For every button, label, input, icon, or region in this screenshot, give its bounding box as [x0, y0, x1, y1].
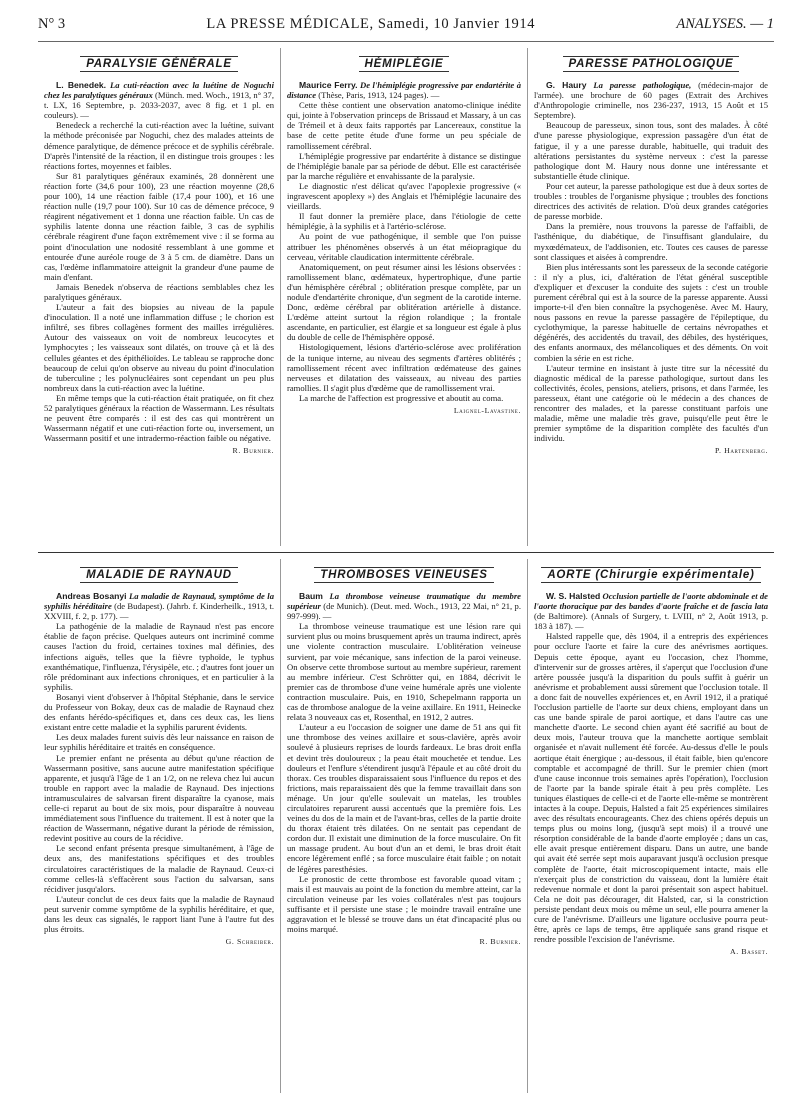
- signature: P. Hartenberg.: [714, 446, 768, 456]
- paragraph: En même temps que la cuti-réaction était pratiquée, on fit chez 52 paralytiques généraux la réaction de Wassermann. Les résultats ne peuvent être comparés : il est des cas qui montrèrent un Wassermann négatif et une cuti-réaction forte ou, inversement, un Wassermann positif et une intradermo-réaction faible ou négative.: [44, 392, 274, 444]
- paragraph: L'auteur termine en insistant à juste titre sur la nécessité du diagnostic médical de la paresse pathologique, surtout dans les collectivités, écoles, pensions, ateliers, prisons, et dans l'armée, les paresseux, étant une catégorie où le médecin a des chances de rencontrer des malades, et la paresse constituant parfois une maladie, même une maladie très grave, puisqu'elle peut être le premier symptôme de la disparition complète des facultés d'un individu.: [534, 362, 768, 444]
- article-lead: W. S. Halsted Occlusion partielle de l'aorte abdominale et de l'aorte thoracique par des bandes d'aorte fraîche et de fascia lata (de Baltimore). (Annals of Surgery, t. LVIII, n° 2, Août 1913, p. 183 à 187). —: [534, 591, 768, 632]
- signature: R. Burnier.: [232, 446, 274, 456]
- article-lead: Andreas Bosanyi La maladie de Raynaud, symptôme de la syphilis héréditaire (de Budapest). (Jahrb. f. Kinderheilk., 1913, t. XXVIII, f. 2, p. 177). —: [44, 591, 274, 622]
- paragraph: Le second enfant présenta presque simultanément, à l'âge de deux ans, des manifestations spécifiques et des troubles circulatoires caractéristiques de la maladie de Raynaud. Ceux-ci comme celles-là s'effacèrent sous l'action du salvarsan, sans récidiver jusqu'alors.: [44, 843, 274, 894]
- article-paralysie: [38, 48, 280, 546]
- article-lead: G. Haury La paresse pathologique, (médecin-major de l'armée). une brochure de 60 pages (Extrait des Archives d'Anthropologie criminelle, nos 236-237, 1913, 15 Août et 15 Septembre).: [534, 80, 768, 121]
- paragraph: L'auteur a fait des biopsies au niveau de la papule d'inoculation. Il a noté une inflammation diffuse ; le chorion est infiltré, ses fibres collagènes forment des mailles irrégulières. Autour des vaisseaux on voit de nombreux leucocytes et lymphocytes ; les vaisseaux sont dilatés, on trouve çà et là des cellules géantes et des épithélioïdes. Le tableau se rapproche donc beaucoup de celui qu'on observe au niveau du point d'inoculation de tuberculine ; les polynucléaires sont cependant un peu plus nombreux dans la cuti-réaction avec la luétine.: [44, 302, 274, 393]
- article-aorte: [528, 559, 774, 1093]
- article-thromboses: [281, 559, 527, 1093]
- signature: A. Basset.: [730, 947, 768, 957]
- signature: G. Schreiber.: [225, 937, 274, 947]
- paragraph: Au point de vue pathogénique, il semble que l'on puisse attribuer les phénomènes observés à un état méiopragique du cerveau, véritable claudication intermittente cérébrale.: [287, 231, 521, 262]
- paragraph: Pour cet auteur, la paresse pathologique est due à deux sortes de troubles : troubles de l'organisme physique ; troubles des fonctions directrices des activités de relation. D'où deux grandes catégories de paresse morbide.: [534, 180, 768, 222]
- paragraph: L'hémiplégie progressive par endartérite à distance se distingue de l'hémiplégie banale par sa période de début. Elle est caractérisée par la marche régulière et envahissante de la paralysie.: [287, 150, 521, 181]
- article-paresse: [528, 48, 774, 546]
- paragraph: La pathogénie de la maladie de Raynaud n'est pas encore établie de façon précise. Quelques auteurs ont incriminé comme causes l'action du froid, certaines toxines mal définies, des infections aiguës, telles que la fièvre typhoïde, le typhus exanthématique, l'influenza, l'érysipèle, etc. ; d'autres font jouer un rôle prédominant aux infections chroniques, et en particulier à la syphilis.: [44, 621, 274, 692]
- signature: R. Burnier.: [479, 937, 521, 947]
- paragraph: Benedeck a recherché la cuti-réaction avec la luétine, suivant la méthode préconisée par Noguchi, chez des malades atteints de démence paralytique, de démence précoce et de syphilis cérébrale. D'après l'intensité de la réaction, il en distingue trois groupes : les réactions fortes, moyennes et faibles.: [44, 120, 274, 171]
- paragraph: Histologiquement, lésions d'artério-sclérose avec prolifération de la tunique interne, au niveau des segments d'artères oblitérés ; ramollissement récent avec infiltration œdémateuse des gaines nerveuses et dilatation des vaisseaux, au niveau des parties ramollies. Il s'agit plus d'œdème que de ramollissement vrai.: [287, 342, 521, 393]
- article-hemiplegie: [281, 48, 527, 546]
- section-label: ANALYSES. — 1: [676, 16, 774, 32]
- paragraph: Jamais Benedek n'observa de réactions semblables chez les paralytiques généraux.: [44, 281, 274, 302]
- paragraph: Les deux malades furent suivis dès leur naissance en raison de leur syphilis héréditaire et traités en conséquence.: [44, 732, 274, 753]
- article-lead: Baum La thrombose veineuse traumatique du membre supérieur (de Munich). (Deut. med. Woch., 1913, 22 Mai, n° 21, p. 997-999). —: [287, 591, 521, 622]
- journal-title: LA PRESSE MÉDICALE, Samedi, 10 Janvier 1914: [206, 16, 536, 32]
- page-header: [38, 16, 774, 42]
- rubric: PARALYSIE GÉNÉRALE: [44, 52, 274, 72]
- paragraph: La marche de l'affection est progressive et aboutit au coma.: [299, 392, 504, 403]
- rubric: AORTE (Chirurgie expérimentale): [534, 563, 768, 583]
- paragraph: Le diagnostic n'est délicat qu'avec l'apoplexie progressive (« ingravescent apoplexy ») des Anglais et l'hémiplégie lacunaire des vieillards.: [287, 180, 521, 212]
- paragraph: Cette thèse contient une observation anatomo-clinique inédite qui, jointe à l'observation princeps de Brissaud et Massary, à un cas de Trémeil et à deux faits rapportés par Lancereaux, constitue la base de cette petite étude d'une forme un peu spéciale de ramollissement cérébral.: [287, 100, 521, 151]
- rubric: PARESSE PATHOLOGIQUE: [534, 52, 768, 72]
- paragraph: Beaucoup de paresseux, sinon tous, sont des malades. À côté d'une paresse physiologique, expression passagère d'un état de fatigue, il y a une paresse durable, habituelle, qui traduit des altérations persistantes du système nerveux : c'est la paresse pathologique dont M. Haury nous donne une intéressante et substantielle étude clinique.: [534, 120, 768, 181]
- article-lead: L. Benedek. La cuti-réaction avec la luétine de Noguchi chez les paralytiques généraux (Münch. med. Woch., 1913, n° 37, t. LX, 16 Septembre, p. 2033-2037, avec 8 fig. et 1 pl. en couleurs). —: [44, 80, 274, 121]
- paragraph: Anatomiquement, on peut résumer ainsi les lésions observées : ramollissement blanc, œdémateux, hypertrophique, d'une partie d'un hémisphère cérébral ; oblitération presque complète, par un nodule d'endartérite chronique, d'un segment de la carotide interne. Donc, œdème cérébral par oblitération artérielle à distance. L'œdème atteint surtout la région rolandique ; la frontale ascendante, en particulier, est élargie et sa longueur est égale à plus du double de celle de l'hémisphère opposé.: [287, 261, 521, 343]
- paragraph: Sur 81 paralytiques généraux examinés, 28 donnèrent une réaction forte (34,6 pour 100), 23 une réaction moyenne (28,6 pour 100), 14 une réaction faible (17,4 pour 100), et 16 une réaction nulle (19,7 pour 100). Sur 10 cas de démence précoce, 9 réagirent négativement et 1 donna une réaction faible. Un cas de syphilis latente donna une réaction faible, 3 cas de syphilis cérébrale réagirent d'une façon extrêmement vive : il se forma au point d'inoculation une nodosité ressemblant à une gomme et entourée d'une auréole rouge de 3 à 5 cm. de diamètre. Dans un cas, l'œdème inflammatoire atteignit la grandeur d'une paume de main d'enfant.: [44, 170, 274, 282]
- paragraph: Dans la première, nous trouvons la paresse de l'affaibli, de l'asthénique, du diabétique, de l'insuffisant glandulaire, du myxœdémateux, de l'addisonien, etc. Toutes ces causes de paresse sont classiques et aisées à comprendre.: [534, 221, 768, 262]
- paragraph: L'auteur a eu l'occasion de soigner une dame de 51 ans qui fit une thrombose des veines axillaire et sous-clavière, après avoir soulevé à plusieurs reprises de lourds fardeaux. Le bras droit enfla et devint très douloureux ; la peau était mouchetée et tendue. Les douleurs et l'enflure s'étendirent jusqu'à l'épaule et au côté droit du thorax. Ces troubles disparaissaient sous l'influence du repos et des frictions, mais reparaissaient dès que la femme travaillait dans son ménage. Un jour qu'elle soulevait un matelas, les troubles circulatoires reparurent aussi accentués que la première fois. Les veines du dos de la main et de l'avant-bras, celles de la partie droite du thorax étaient très dilatées. On ne sentait pas cependant de cordon dur. Il existait une diminution de la force musculaire. On fit un massage prudent. Au bout d'un an et demi, le bras droit était encore légèrement enflé ; sa force musculaire était faible ; on notait de légères paresthésies.: [287, 722, 521, 874]
- paragraph: Le pronostic de cette thrombose est favorable quoad vitam ; mais il est mauvais au point de la fonction du membre atteint, car la circulation veineuse par les voies collatérales n'est pas toujours suffisante et il persiste une stase ; le moindre travail entraîne une aggravation et le blessé se trouve dans un état d'incapacité plus ou moins marqué.: [287, 873, 521, 935]
- paragraph: Halsted rappelle que, dès 1904, il a entrepris des expériences pour occlure l'aorte et faire la cure des anévrismes aortiques. Depuis cette époque, ayant eu l'occasion, chez l'homme, d'intervenir sur de grosses artères, il s'aperçut que l'occlusion d'une artère poussée jusqu'à la disparition du pouls suffit à guérir un anévrisme et probablement aussi sûrement que l'occlusion totale. Il a donc fait de nouvelles expériences et, en Avril 1912, il a pratiqué l'occlusion partielle de l'aorte sur deux chiens, employant dans un cas une bande spirale de paroi aortique, et dans l'autre cas une manchette d'aorte. Le second chien ayant été sacrifié au bout de deux mois, l'auteur trouva que la manchette aortique semblait organisée et n'avait nullement été forcée. Au-dessus d'elle le pouls aortique était énergique ; au-dessous, il était faible, bien qu'encore comptable et accompagné de thrill. Sur le premier chien (mort d'une cause inconnue trois semaines après l'opération), l'occlusion de l'aorte par la bande spirale était à peu près complète. Les tuniques élastiques de celle-ci et de l'aorte elle-même se montrèrent intactes à la coupe. Depuis, Halsted a fait 25 expériences similaires avec des résultats encourageants. Chez des chiens opérés depuis un temps plus ou moins long, (jusqu'à sept mois) il a trouvé une résorption considérable de la bande d'aorte employée ; dans un cas, elle avait presque entièrement disparu. Dans un autre, une bande qui avait été serrée sept mois auparavant jusqu'à occlusion presque complète de l'aorte, était microscopiquement intacte, mais elle n'exerçait plus de constriction du vaisseau, dont la lumière était redevenue normale et dont la paroi présentait son aspect habituel. Cela ne doit pas décourager, dit Halsted, car, si la constriction persiste pendant deux mois ou même un seul, elle pourra amener la cure de l'anévrisme. D'ailleurs une ligature occlusive pourra peut-être, après ce laps de temps, être appliquée sans grand risque et rendre possible l'excision de l'anévrisme.: [534, 631, 768, 945]
- paragraph: La thrombose veineuse traumatique est une lésion rare qui survient plus ou moins brusquement après un trauma indirect, après une violente contraction musculaire. L'oblitération veineuse survient, par voie mécanique, sans infection de la paroi veineuse. On observe cette thrombose surtout au membre supérieur, rarement au membre inférieur. C'est Schrötter qui, en 1884, décrivit le premier cas de thrombose d'une veine humérale après une violente contraction musculaire. Puis, en 1910, Schepelmann rapporta un cas de thrombose analogue de la veine axillaire. En 1911, Heinecke relata 3 nouveaux cas et, Rosenthal, en 1912, 2 autres.: [287, 621, 521, 723]
- signature: Laignel-Lavastine.: [453, 406, 521, 415]
- paragraph: Il faut donner la première place, dans l'étiologie de cette hémiplégie, à la syphilis et à l'artério-sclérose.: [287, 211, 521, 232]
- rubric: MALADIE DE RAYNAUD: [44, 563, 274, 583]
- paragraph: L'auteur conclut de ces deux faits que la maladie de Raynaud peut survenir comme symptôme de la syphilis héréditaire, et que, dans les deux cas signalés, le rapport liant l'une à l'autre fut des plus étroits.: [44, 893, 274, 935]
- article-lead: Maurice Ferry. De l'hémiplégie progressive par endartérite à distance (Thèse, Paris, 1913, 124 pages). —: [287, 80, 521, 101]
- top-row: [38, 48, 774, 546]
- page-number: N° 3: [38, 16, 66, 32]
- rubric: HÉMIPLÉGIE: [287, 52, 521, 72]
- paragraph: Bosanyi vient d'observer à l'hôpital Stéphanie, dans le service du Professeur von Bokay, deux cas de maladie de Raynaud chez des enfants hérédo-spécifiques et, dans ces deux cas, les liens existant entre cette maladie et la syphilis parurent évidents.: [44, 691, 274, 733]
- rubric: THROMBOSES VEINEUSES: [287, 563, 521, 583]
- bottom-row: [38, 552, 774, 1093]
- paragraph: Bien plus intéressants sont les paresseux de la seconde catégorie : il n'y a plus, ici, d'altération de l'état général susceptible d'expliquer et d'excuser la conduite des sujets : c'est un trouble purement cérébral qui est à la source de la paresse apparente. Aussi importe-t-il d'en bien connaître la psychogenèse. Avec M. Haury, nous passons en revue la paresse passagère de l'épileptique, du cyclothymique, la paresse habituelle de certains névropathes et dégénérés, des accidentés du travail, des débiles, des hystériques, des enfants anormaux, des mélancoliques et des déments. On voit combien la série en est riche.: [534, 261, 768, 363]
- article-raynaud: [38, 559, 280, 1093]
- paragraph: Le premier enfant ne présenta au début qu'une réaction de Wassermann positive, sans aucune autre manifestation spécifique apparente, et jusqu'à l'âge de 1 an 1/2, on ne releva chez lui aucun trouble en rapport avec la maladie de Raynaud. Des injections intramusculaires de salvarsan firent disparaître la cyanose, mais celle-ci reparut au bout de six mois, pour disparaître à nouveau immédiatement sous l'influence du traitement. Il est à noter que la réaction de Wassermann, négative durant la période de rémission, redevint positive au cours de la récidive.: [44, 752, 274, 844]
